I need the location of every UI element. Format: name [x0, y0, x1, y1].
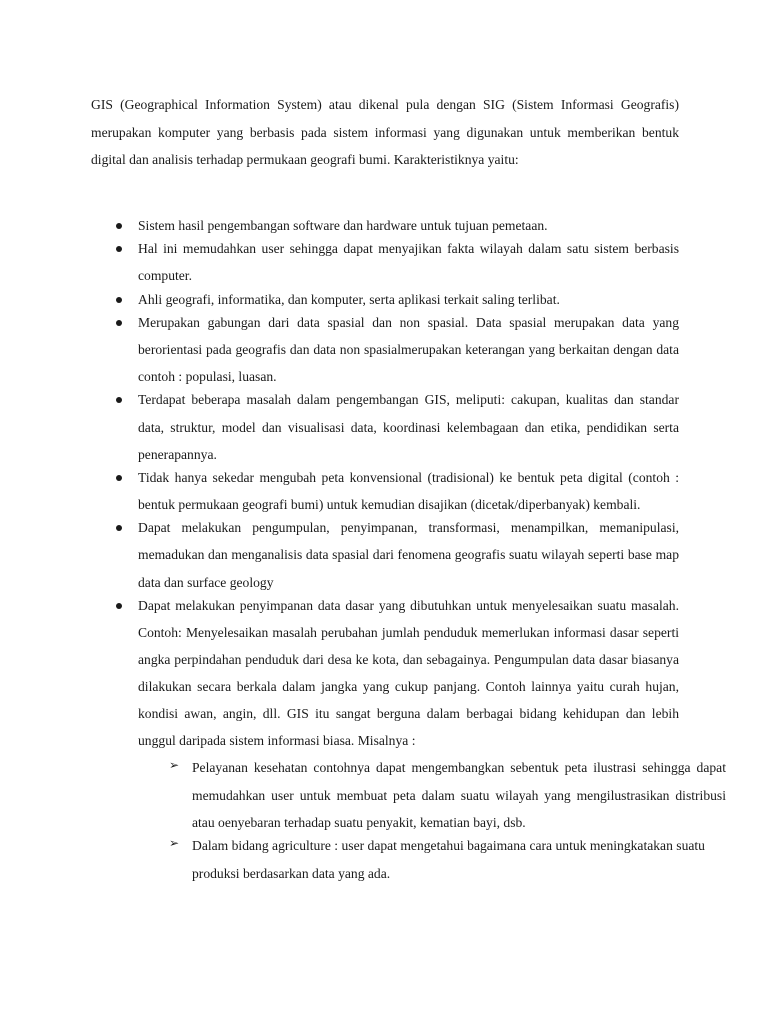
bullet-dot-icon: [116, 297, 122, 303]
arrowhead-icon: ➢: [169, 758, 180, 773]
bullet-dot-icon: [116, 603, 122, 609]
list-item-text: Hal ini memudahkan user sehingga dapat menyajikan fakta wilayah dalam satu sistem berbasis computer.: [138, 241, 679, 284]
list-item-text: Sistem hasil pengembangan software dan hardware untuk tujuan pemetaan.: [138, 218, 548, 233]
list-item-text: Tidak hanya sekedar mengubah peta konvensional (tradisional) ke bentuk peta digital (contoh : bentuk permukaan geografi bumi) untuk kemudian disajikan (dicetak/diperbanyak) kembali.: [138, 469, 679, 513]
list-item-text: Dapat melakukan pengumpulan, penyimpanan, transformasi, menampilkan, memanipulasi, memadukan dan menganalisis data spasial dari fenomena geografis suatu wilayah seperti base map data dan surface geology: [138, 520, 679, 590]
bullet-dot-icon: [116, 246, 122, 252]
bullet-dot-icon: [116, 223, 122, 229]
sublist-item: [167, 832, 726, 886]
list-item-text: Terdapat beberapa masalah dalam pengembangan GIS, meliputi: cakupan, kualitas dan standar data, struktur, model dan visualisasi data, koordinasi kelembagaan dan etika, pendidikan serta penerapannya.: [138, 392, 679, 462]
list-item-text: Merupakan gabungan dari data spasial dan non spasial. Data spasial merupakan data yang berorientasi pada geografis dan data non spasialmerupakan keterangan yang berkaitan dengan data contoh : populasi, luasan.: [138, 314, 679, 385]
sublist-item-text: Pelayanan kesehatan contohnya dapat mengembangkan sebentuk peta ilustrasi sehingga dapat memudahkan user untuk membuat peta dalam suatu wilayah yang mengilustrasikan distribusi atau oenyebaran terhadap suatu penyakit, kematian bayi, dsb.: [192, 760, 726, 830]
bullet-dot-icon: [116, 525, 122, 531]
list-item: [91, 514, 679, 595]
list-item-text: Ahli geografi, informatika, dan komputer, serta aplikasi terkait saling terlibat.: [138, 291, 560, 307]
list-item: [91, 386, 679, 467]
bullet-dot-icon: [116, 475, 122, 481]
list-item: [91, 309, 679, 390]
bullet-dot-icon: [116, 397, 122, 403]
bullet-dot-icon: [116, 320, 122, 326]
list-item: [91, 464, 679, 518]
arrowhead-icon: ➢: [169, 836, 180, 851]
sublist-item: [167, 754, 726, 836]
intro-paragraph: GIS (Geographical Information System) atau dikenal pula dengan SIG (Sistem Informasi Geografis) merupakan komputer yang berbasis pada sistem informasi yang digunakan untuk memberikan bentuk digital dan analisis terhadap permukaan geografi bumi. Karakteristiknya yaitu:: [91, 97, 679, 167]
characteristics-list: [91, 212, 726, 883]
list-item: [91, 235, 679, 289]
list-item: [91, 592, 726, 887]
list-item-text: Dapat melakukan penyimpanan data dasar yang dibutuhkan untuk menyelesaikan suatu masalah. Contoh: Menyelesaikan masalah perubahan jumlah penduduk memerlukan informasi dasar seperti angka perpindahan penduduk dari desa ke kota, dan sebagainya. Pengumpulan data dasar biasanya dilakukan secara berkala dalam jangka yang cukup panjang. Contoh lainnya yaitu curah hujan, kondisi awan, angin, dll. GIS itu sangat berguna dalam berbagai bidang kehidupan dan lebih unggul daripada sistem informasi biasa. Misalnya :: [138, 597, 679, 749]
examples-sublist: [167, 754, 726, 886]
sublist-item-text: Dalam bidang agriculture : user dapat mengetahui bagaimana cara untuk meningkatakan suatu produksi berdasarkan data yang ada.: [192, 838, 705, 881]
